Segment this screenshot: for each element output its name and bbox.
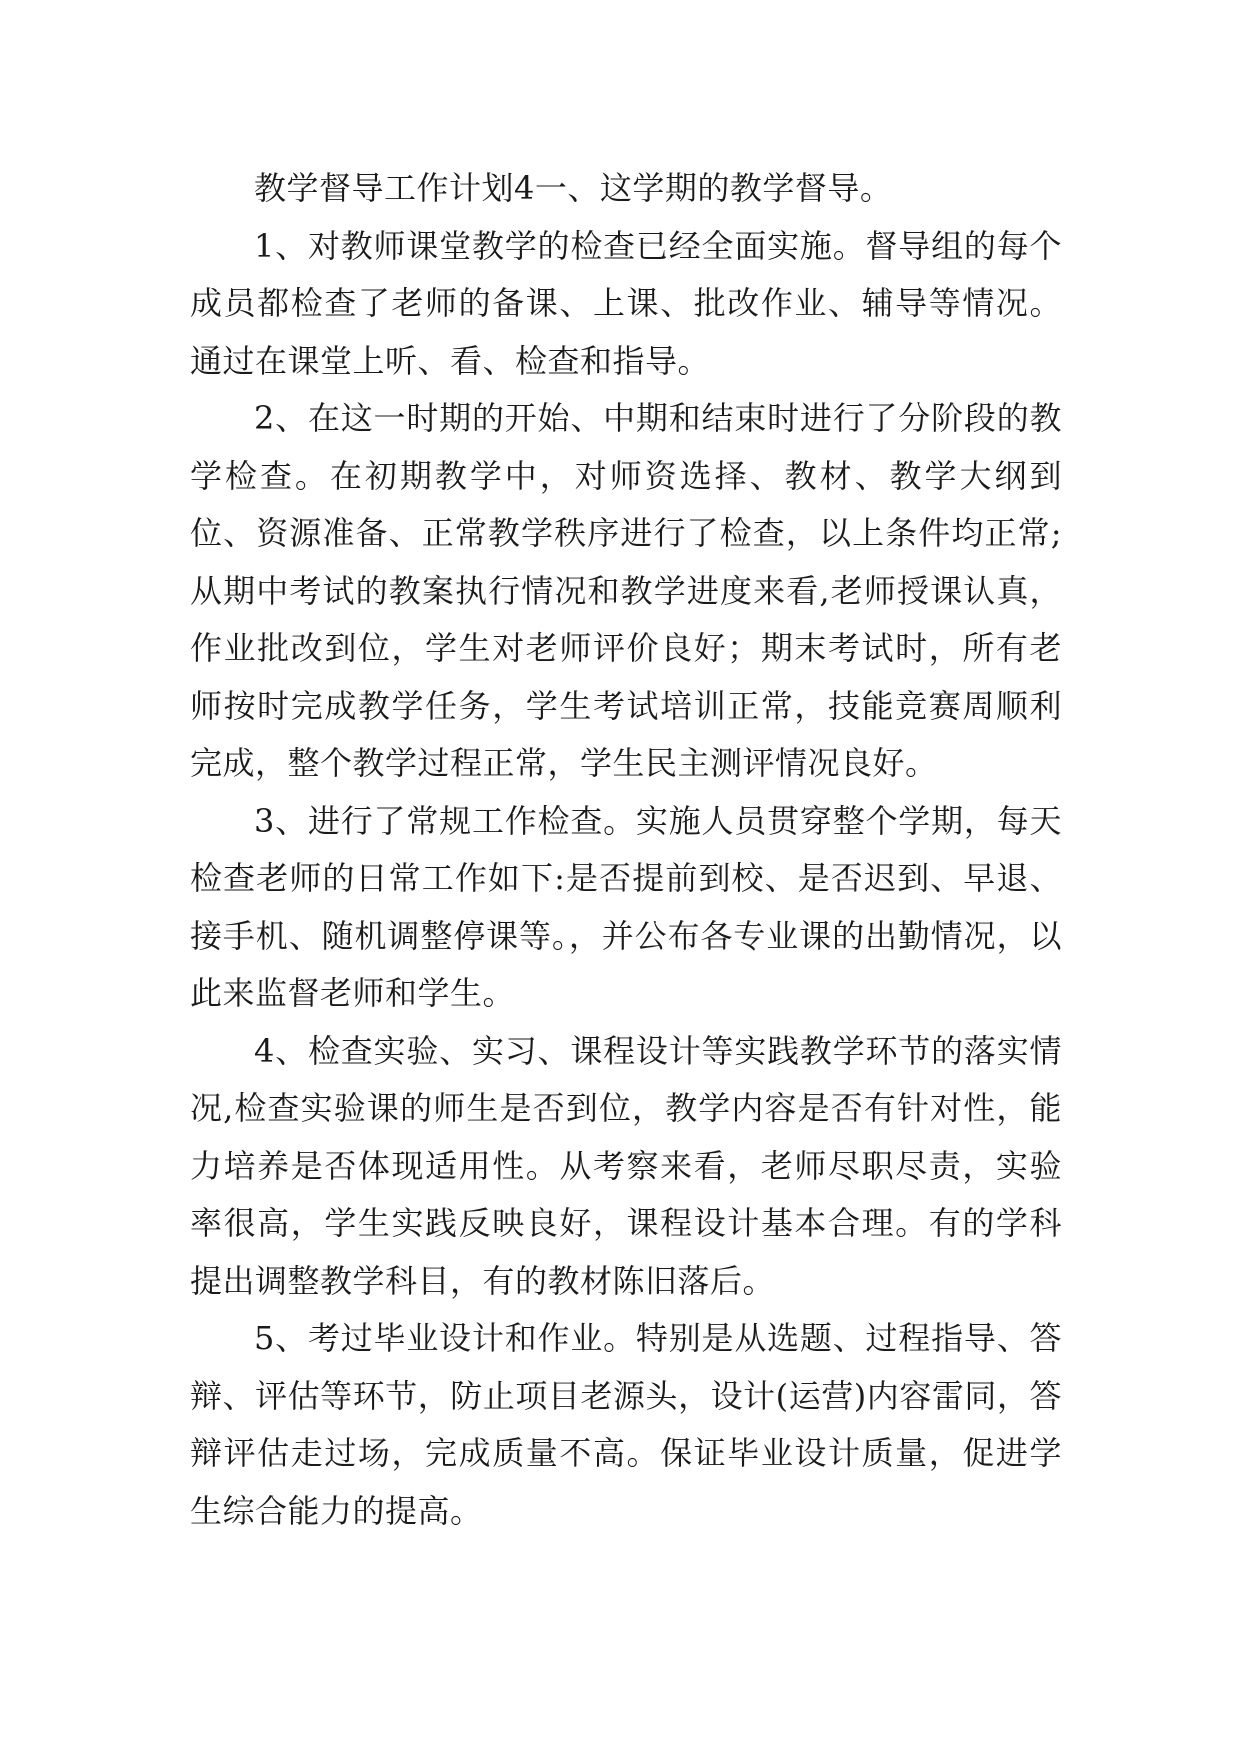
paragraph-item-5: 5、考过毕业设计和作业。特别是从选题、过程指导、答辩、评估等环节，防止项目老源头，设计(运营)内容雷同，答辩评估走过场，完成质量不高。保证毕业设计质量，促进学生综合能力的提高。 — [190, 1319, 1062, 1530]
paragraph-item-3: 3、进行了常规工作检查。实施人员贯穿整个学期，每天检查老师的日常工作如下:是否提前到校、是否迟到、早退、接手机、随机调整停课等。，并公布各专业课的出勤情况，以此来监督老师和学生。 — [190, 801, 1062, 1012]
paragraph-item-1: 1、对教师课堂教学的检查已经全面实施。督导组的每个成员都检查了老师的备课、上课、批改作业、辅导等情况。通过在课堂上听、看、检查和指导。 — [190, 226, 1062, 380]
paragraph-item-4: 4、检查实验、实习、课程设计等实践教学环节的落实情况,检查实验课的师生是否到位，教学内容是否有针对性，能力培养是否体现适用性。从考察来看，老师尽职尽责，实验率很高，学生实践反映良好，课程设计基本合理。有的学科提出调整教学科目，有的教材陈旧落后。 — [190, 1031, 1062, 1300]
document-body — [190, 160, 1062, 1540]
paragraph-item-2: 2、在这一时期的开始、中期和结束时进行了分阶段的教学检查。在初期教学中，对师资选择、教材、教学大纲到位、资源准备、正常教学秩序进行了检查，以上条件均正常;从期中考试的教案执行情况和教学进度来看,老师授课认真，作业批改到位，学生对老师评价良好；期末考试时，所有老师按时完成教学任务，学生考试培训正常，技能竞赛周顺利完成，整个教学过程正常，学生民主测评情况良好。 — [190, 399, 1062, 782]
paragraph-intro: 教学督导工作计划4一、这学期的教学督导。 — [254, 169, 893, 207]
